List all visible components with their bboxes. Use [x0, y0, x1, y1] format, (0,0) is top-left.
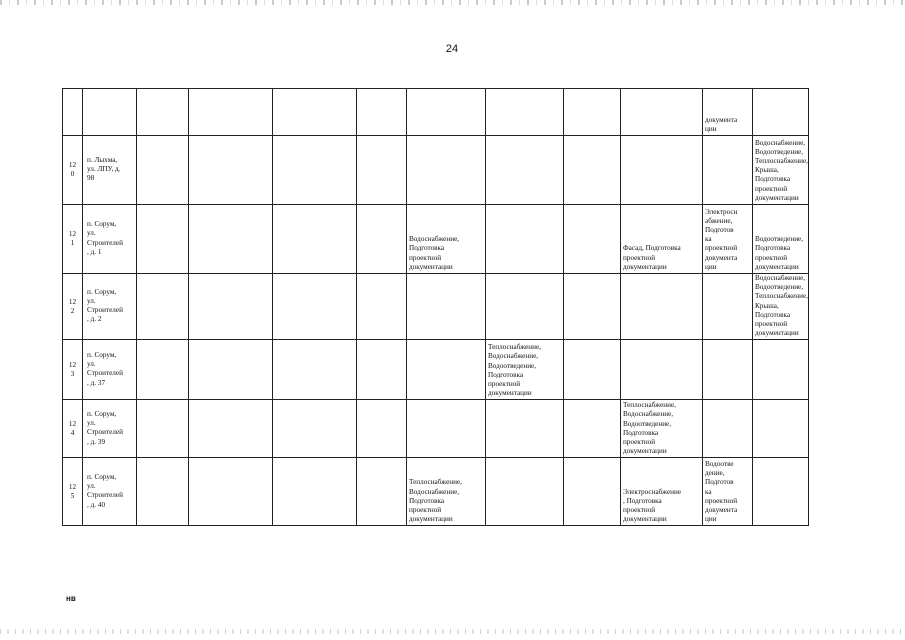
- cell-line: 12: [68, 297, 77, 306]
- cell-c7: [564, 89, 621, 136]
- cell-line: Подготовка: [755, 175, 791, 184]
- table-row: [63, 458, 809, 526]
- cell-c4b: [357, 136, 407, 205]
- cell-line: Электроснабжение: [623, 487, 682, 496]
- cell-num: [63, 458, 83, 526]
- cell-line: Водоотведение,: [755, 283, 804, 292]
- cell-line: проектной: [409, 506, 442, 515]
- cell-c3: [189, 340, 273, 400]
- cell-c3: [189, 89, 273, 136]
- cell-line: п. Сорум,: [87, 410, 117, 419]
- cell-line: документа: [705, 253, 738, 262]
- cell-c3: [189, 136, 273, 205]
- cell-c2: [137, 274, 189, 340]
- cell-line: 12: [68, 160, 77, 169]
- cell-c5: [407, 205, 486, 274]
- cell-c4b: [357, 205, 407, 274]
- cell-line: проектной: [755, 253, 788, 262]
- cell-c7: [564, 136, 621, 205]
- table-row: [63, 89, 809, 136]
- cell-line: Подготовка: [488, 370, 524, 379]
- cell-c4b: [357, 400, 407, 458]
- cell-c4: [273, 400, 357, 458]
- cell-line: документации: [409, 262, 453, 271]
- cell-line: Подготов: [705, 478, 734, 487]
- cell-line: Подготовка: [755, 310, 791, 319]
- cell-line: проектной: [755, 184, 788, 193]
- cell-line: Строителей: [87, 238, 123, 247]
- cell-line: Водоотведение,: [755, 235, 804, 244]
- cell-line: п. Лыхма,: [87, 155, 118, 164]
- cell-c4: [273, 458, 357, 526]
- cell-line: Водоотведение,: [488, 361, 537, 370]
- cell-line: Водоснабжение,: [409, 235, 460, 244]
- cell-c5: [407, 458, 486, 526]
- cell-line: Строителей: [87, 428, 123, 437]
- cell-line: документации: [409, 515, 453, 524]
- cell-c9: [703, 205, 753, 274]
- cell-line: Водоотведение,: [755, 147, 804, 156]
- table-body: [63, 89, 809, 526]
- cell-line: проектной: [755, 320, 788, 329]
- cell-c9: [703, 136, 753, 205]
- cell-line: документации: [755, 262, 799, 271]
- cell-line: проектной: [623, 506, 656, 515]
- cell-line: Строителей: [87, 306, 123, 315]
- cell-c6: [486, 458, 564, 526]
- cell-c4b: [357, 89, 407, 136]
- cell-line: п. Сорум,: [87, 220, 117, 229]
- cell-line: проектной: [623, 253, 656, 262]
- cell-line: Строителей: [87, 491, 123, 500]
- cell-c8: [621, 458, 703, 526]
- cell-line: ции: [705, 515, 717, 524]
- cell-c6: [486, 205, 564, 274]
- cell-c7: [564, 458, 621, 526]
- cell-c6: [486, 400, 564, 458]
- cell-line: 5: [70, 491, 75, 500]
- cell-c9: [703, 89, 753, 136]
- cell-line: Подготовка: [409, 496, 445, 505]
- cell-c4b: [357, 340, 407, 400]
- cell-line: Крыша,: [755, 301, 779, 310]
- cell-c8: [621, 274, 703, 340]
- table-row: [63, 136, 809, 205]
- cell-line: Водоснабжение,: [623, 410, 674, 419]
- cell-line: документации: [623, 447, 667, 456]
- cell-line: 0: [70, 170, 75, 178]
- cell-line: дение,: [705, 469, 725, 478]
- cell-c7: [564, 274, 621, 340]
- cell-num: [63, 205, 83, 274]
- cell-address: [83, 340, 137, 400]
- cell-line: , Подготовка: [623, 496, 662, 505]
- cell-c9: [703, 340, 753, 400]
- page-number: 24: [445, 43, 459, 55]
- cell-c3: [189, 205, 273, 274]
- cell-line: Теплоснабжение,: [409, 478, 462, 487]
- cell-c8: [621, 400, 703, 458]
- cell-c9: [703, 458, 753, 526]
- cell-c2: [137, 89, 189, 136]
- cell-line: ул.: [87, 482, 96, 491]
- cell-line: , д. 39: [87, 437, 106, 446]
- cell-line: документа: [705, 115, 738, 124]
- cell-address: [83, 400, 137, 458]
- cell-line: ул.: [87, 360, 96, 369]
- cell-c2: [137, 340, 189, 400]
- cell-line: ка: [705, 235, 712, 244]
- cell-c2: [137, 136, 189, 205]
- footer-mark: нв: [66, 594, 76, 603]
- cell-c5: [407, 340, 486, 400]
- cell-num: [63, 340, 83, 400]
- cell-line: проектной: [705, 244, 738, 253]
- table-row: [63, 400, 809, 458]
- cell-line: документации: [623, 515, 667, 524]
- cell-line: проектной: [409, 253, 442, 262]
- cell-line: Электросн: [705, 207, 738, 216]
- cell-line: п. Сорум,: [87, 473, 117, 482]
- cell-num: [63, 400, 83, 458]
- cell-c10: [753, 458, 809, 526]
- cell-line: Теплоснабжение,: [755, 292, 808, 301]
- cell-line: 12: [68, 229, 77, 238]
- cell-line: 2: [70, 306, 75, 315]
- cell-c8: [621, 136, 703, 205]
- cell-c10: [753, 205, 809, 274]
- cell-line: Теплоснабжение,: [755, 156, 808, 165]
- cell-c8: [621, 205, 703, 274]
- cell-line: Водоотведение,: [623, 419, 672, 428]
- cell-num: [63, 136, 83, 205]
- cell-line: 1: [70, 239, 75, 247]
- cell-c4: [273, 89, 357, 136]
- cell-c5: [407, 89, 486, 136]
- cell-c8: [621, 89, 703, 136]
- cell-c10: [753, 400, 809, 458]
- scan-edge-top: [0, 0, 905, 5]
- cell-line: Водоснабжение,: [755, 138, 806, 147]
- cell-line: 3: [70, 369, 75, 378]
- cell-line: Подготовка: [755, 244, 791, 253]
- cell-line: документации: [755, 329, 799, 338]
- cell-line: проектной: [705, 496, 738, 505]
- cell-line: Теплоснабжение,: [488, 343, 541, 352]
- cell-c5: [407, 136, 486, 205]
- cell-c3: [189, 458, 273, 526]
- cell-line: проектной: [488, 380, 521, 389]
- scan-edge-bottom: [0, 629, 905, 634]
- cell-line: Крыша,: [755, 166, 779, 175]
- cell-line: 4: [70, 428, 75, 437]
- cell-line: Подготовка: [623, 428, 659, 437]
- table-row: [63, 205, 809, 274]
- cell-c4: [273, 205, 357, 274]
- cell-num: [63, 89, 83, 136]
- cell-c10: [753, 89, 809, 136]
- cell-line: документации: [755, 193, 799, 202]
- cell-c4b: [357, 274, 407, 340]
- cell-c3: [189, 274, 273, 340]
- cell-line: 12: [68, 482, 77, 491]
- cell-c2: [137, 458, 189, 526]
- cell-c5: [407, 400, 486, 458]
- cell-line: Водоснабжение,: [755, 274, 806, 282]
- cell-line: , д. 37: [87, 378, 106, 387]
- cell-line: ции: [705, 124, 717, 133]
- cell-line: ул.: [87, 229, 96, 238]
- cell-line: ул.: [87, 297, 96, 305]
- cell-c10: [753, 340, 809, 400]
- cell-line: Фасад, Подготовка: [623, 244, 681, 253]
- cell-line: п. Сорум,: [87, 287, 117, 296]
- cell-c4b: [357, 458, 407, 526]
- cell-c9: [703, 274, 753, 340]
- cell-line: ка: [705, 487, 712, 496]
- cell-line: Подготов: [705, 225, 734, 234]
- cell-line: документа: [705, 506, 738, 515]
- cell-line: Водоотве: [705, 460, 734, 468]
- table-row: [63, 274, 809, 340]
- cell-line: , д. 1: [87, 247, 102, 256]
- cell-c5: [407, 274, 486, 340]
- cell-line: Строителей: [87, 369, 123, 378]
- cell-line: Водоснабжение,: [488, 352, 539, 361]
- cell-c8: [621, 340, 703, 400]
- cell-c9: [703, 400, 753, 458]
- cell-c7: [564, 205, 621, 274]
- cell-c7: [564, 400, 621, 458]
- cell-line: Водоснабжение,: [409, 487, 460, 496]
- cell-line: 12: [68, 360, 77, 369]
- cell-line: 98: [87, 174, 95, 183]
- cell-line: п. Сорум,: [87, 351, 117, 360]
- cell-line: 12: [68, 419, 77, 428]
- cell-address: [83, 274, 137, 340]
- cell-c4: [273, 274, 357, 340]
- cell-c4: [273, 136, 357, 205]
- cell-line: проектной: [623, 438, 656, 447]
- cell-address: [83, 458, 137, 526]
- cell-line: документации: [488, 389, 532, 398]
- cell-c2: [137, 205, 189, 274]
- cell-c6: [486, 89, 564, 136]
- table-row: [63, 340, 809, 400]
- cell-line: , д. 2: [87, 315, 102, 324]
- cell-c3: [189, 400, 273, 458]
- cell-c6: [486, 340, 564, 400]
- cell-address: [83, 136, 137, 205]
- cell-line: , д. 40: [87, 500, 106, 509]
- repair-schedule-table: [62, 88, 809, 526]
- cell-line: ул.: [87, 419, 96, 428]
- cell-c10: [753, 274, 809, 340]
- cell-c6: [486, 274, 564, 340]
- cell-c7: [564, 340, 621, 400]
- cell-c6: [486, 136, 564, 205]
- cell-line: абжение,: [705, 216, 733, 225]
- cell-address: [83, 205, 137, 274]
- cell-line: ции: [705, 262, 717, 271]
- cell-line: документации: [623, 262, 667, 271]
- cell-address: [83, 89, 137, 136]
- cell-line: ул. ЛПУ, д.: [87, 164, 121, 173]
- cell-num: [63, 274, 83, 340]
- cell-line: Теплоснабжение,: [623, 401, 676, 410]
- cell-c2: [137, 400, 189, 458]
- cell-line: Подготовка: [409, 244, 445, 253]
- cell-c10: [753, 136, 809, 205]
- cell-c4: [273, 340, 357, 400]
